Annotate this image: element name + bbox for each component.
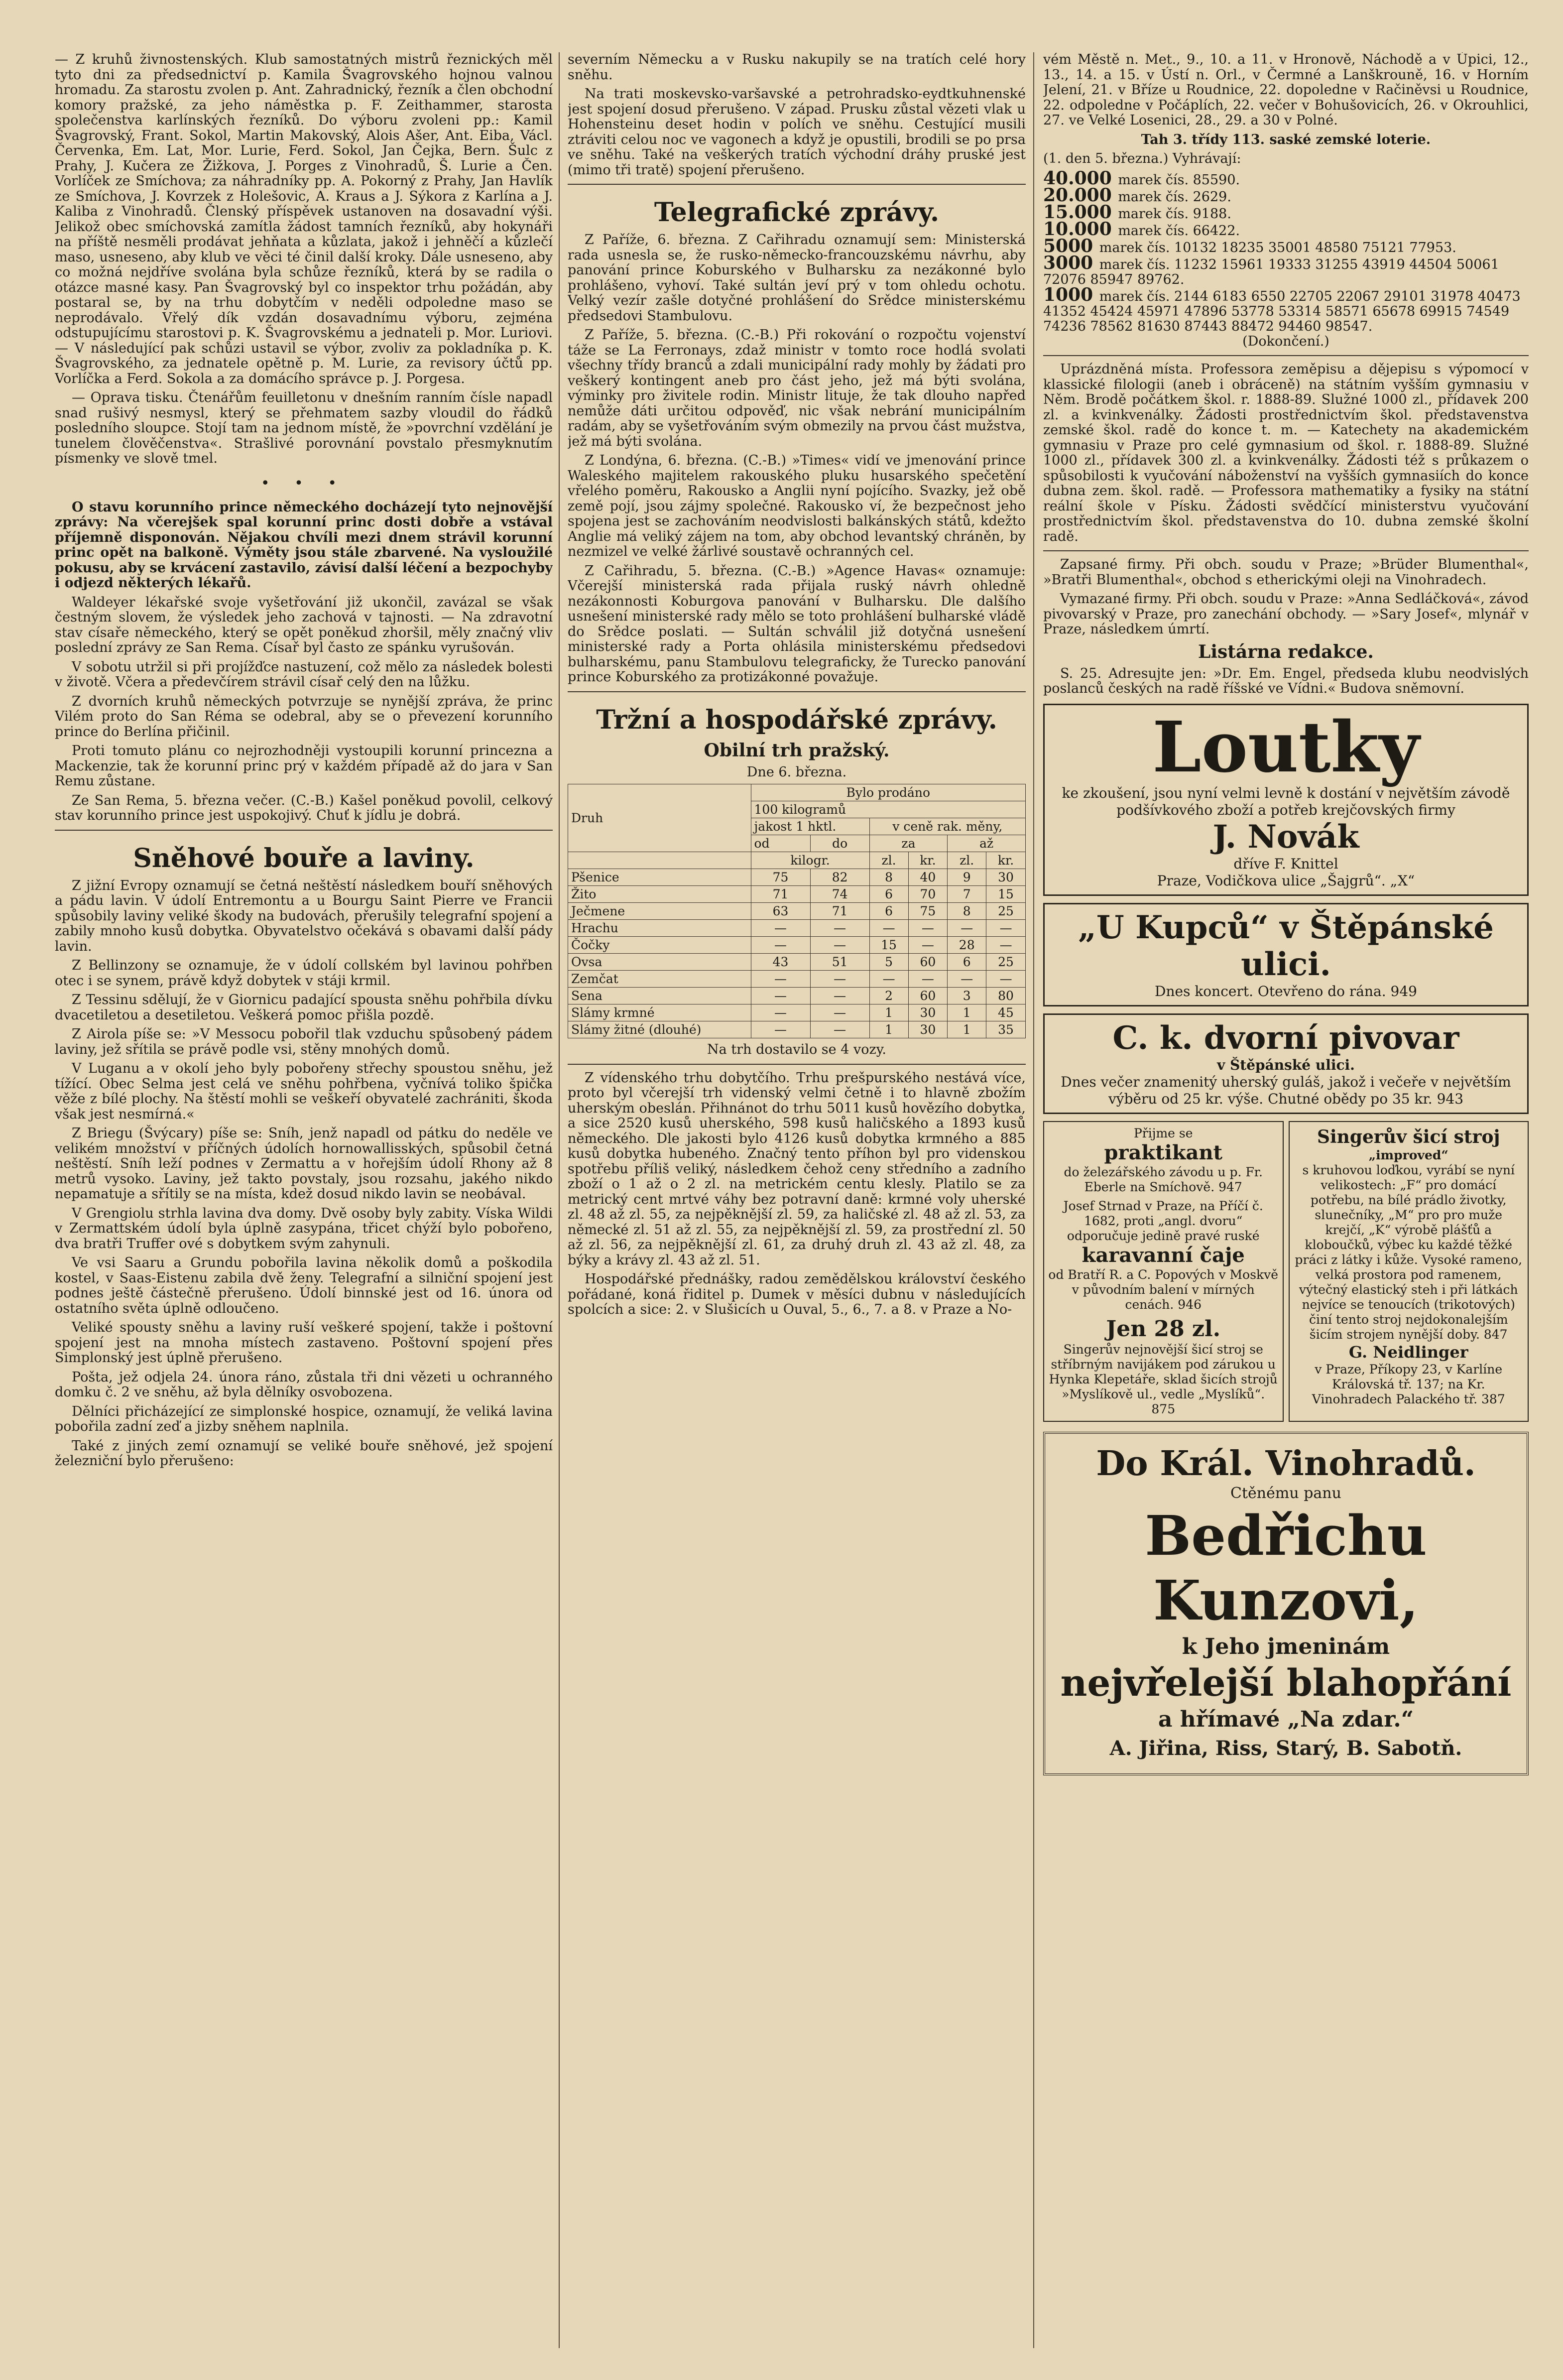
ad-split: [1043, 1121, 1529, 1422]
article-deleted-firms: Vymazané firmy. Při obch. soudu v Praze: »Anna Sedláčková«, závod pivovarský v Praze, pro zanechání obchody. — »Sary Josef«, mlynář v Praze, následkem úmrtí.: [1043, 591, 1529, 637]
lottery-entry: [1043, 252, 1529, 287]
table-cell: Zemčat: [568, 971, 751, 988]
lottery-amount: 3000: [1043, 252, 1099, 273]
table-cell: —: [751, 1004, 810, 1021]
ad-mannequins: [1043, 704, 1529, 896]
congrats-l7: A. Jiřina, Riss, Starý, B. Sabotň.: [1109, 1736, 1462, 1760]
heading-editor-letters: Listárna redakce.: [1198, 641, 1374, 662]
table-cell: —: [986, 920, 1026, 937]
table-cell: 35: [986, 1021, 1026, 1038]
lottery-sub: (1. den 5. března.) Vyhrávají:: [1043, 151, 1241, 166]
ad-singer-machine-title: Singerův šicí stroj: [1317, 1126, 1500, 1147]
table-cell: —: [948, 920, 986, 937]
table-cell: 1: [948, 1021, 986, 1038]
heading-snow-storms: Sněhové bouře a laviny.: [133, 843, 475, 874]
lottery-amount: 40.000: [1043, 167, 1118, 189]
table-cell: 9: [948, 869, 986, 886]
congrats-l5: nejvřelejší blahopřání: [1060, 1661, 1512, 1705]
article-crown-prince-4: Z dvorních kruhů německých potvrzuje se nynější zpráva, že princ Vilém proto do San Réma se odebral, aby se o převezení korunního prince do Berlína přičinil.: [55, 693, 553, 740]
article-storms-6: Z Briegu (Švýcary) píše se: Sníh, jenž napadl od pátku do neděle ve velikém množství v příčných údolích hornowallisských, spůsobil četná neštěstí. Sníh leží podnes v Zermattu a v hořejším údolí Rhony až 8 metrů vysoko. Laviny, jež takto povstaly, jsou rozsahu, jakého nikdo nepamatuje a sřítily se na místa, kdež dosud nikdo lavin se neobával.: [55, 1126, 553, 1202]
table-cell: —: [751, 971, 810, 988]
market-wagons: Na trh dostavilo se 4 vozy.: [707, 1042, 886, 1057]
table-cell: 5: [869, 954, 908, 971]
table-row: [568, 937, 1026, 954]
table-cell: 51: [810, 954, 869, 971]
lottery-amount: 1000: [1043, 284, 1099, 305]
ad-u-kupcu-text: Dnes koncert. Otevřeno do rána. 949: [1155, 983, 1417, 1000]
article-storms-2: Z Bellinzony se oznamuje, že v údolí collském byl lavinou pohřben otec i se synem, právě když dobytek v stáji krmil.: [55, 958, 553, 989]
market-table: [568, 784, 1026, 1038]
table-cell: 6: [869, 903, 908, 920]
article-crown-prince-2: Waldeyer lékařské svoje vyšetřování již ukončil, zavázal se však čestným slovem, že výsledek jeho zachová v tajnosti. — Na zdravotní stav císaře německého, který se opět poněkud zhoršil, měly značný vliv poslední zprávy ze San Rema. Císař byl často ze spánku vyrušován.: [55, 594, 553, 655]
lottery-numbers: marek čís. 85590.: [1118, 172, 1240, 188]
table-cell: Hrachu: [568, 920, 751, 937]
lottery-numbers: marek čís. 11232 15961 19333 31255 43919 44504 50061 72076 85947 89762.: [1043, 256, 1499, 287]
lottery-numbers: marek čís. 2629.: [1118, 189, 1231, 205]
table-cell: —: [908, 937, 948, 954]
table-cell: —: [810, 988, 869, 1004]
th-sold: Bylo prodáno: [751, 784, 1025, 801]
table-cell: —: [810, 971, 869, 988]
newspaper-page: [55, 52, 1529, 2353]
table-cell: —: [810, 920, 869, 937]
table-cell: —: [751, 1021, 810, 1038]
separator-stars: • • •: [260, 474, 347, 492]
ad-singer-machine: [1289, 1121, 1529, 1422]
table-row: [568, 1004, 1026, 1021]
th-jakost: jakost 1 hktl.: [751, 818, 869, 835]
table-cell: 28: [948, 937, 986, 954]
article-butchers-club: — Z kruhů živnostenských. Klub samostatných mistrů řeznických měl tyto dni za předsednictví p. Kamila Švagrovského hojnou valnou hromadu. Za starostu zvolen p. Ant. Zahradnický, řezník a člen obchodní komory pražské, za jeho náměstka p. F. Zeithammer, starosta společenstva karlínských řezníků. Do výboru zvoleni pp.: Kamil Švagrovský, Frant. Sokol, Martin Makovský, Alois Ašer, Ant. Eiba, Václ. Červenka, Em. Lat, Mor. Lurie, Ferd. Sokol, Jan Čejka, Bern. Šulc z Prahy, J. Kučera ze Žižkova, J. Porges z Vinohradů, Š. Lurie a Čen. Vorlíček ze Smíchova; za náhradníky pp. A. Pokorný z Prahy, Jan Havlík ze Smíchova, J. Kovrzek z Holešovic, A. Kraus a J. Sýkora z Karlína a J. Kaliba z Vinohradů. Členský příspěvek ustanoven na dosavadní výši. Jelikož obec smíchovská zamítla žádost tamních řezníků, aby hokynáři na příště nesměli prodávat jehňata a kůzlata, jakož i jehněčí a kůzlečí maso, usneseno, aby klub ve věci té činil další kroky. Dále usneseno, aby co možná nejdříve svolána byla schůze řezníků, která by se radila o otázce masné kasy. Pan Švagrovský byl co inspektor trhu požádán, aby postaral se, by na trhu dobytčím v neděli odpoledne maso se neprodávalo. Vřelý dík vzdán dosavadnímu výboru, zejména odstupujícímu starostovi p. K. Švagrovskému a jednateli p. Mor. Luriovi. — V následující pak schůzi ustavil se výbor, zvoliv za pokladníka p. K. Švagrovského, za jednatele opětně p. M. Lurie, za revisory účtů pp. Vorlíčka a Ferd. Sokola a za domácího správce p. J. Porgesa.: [55, 52, 553, 386]
ad-mannequins-text: ke zkoušení, jsou nyní velmi levně k dostání v největším závodě podšívkového zboží a potřeb krejčovských firmy: [1062, 784, 1510, 818]
th-druh: Druh: [568, 784, 751, 852]
divider: [1043, 550, 1529, 551]
article-lectures: Hospodářské přednášky, radou zemědělskou království českého pořádané, koná řiditel p. Dumek v měsíci dubnu v následujících spolcích a sice: 2. v Slušicích u Ouval, 5., 6., 7. a 8. v Praze a No-: [568, 1271, 1026, 1317]
table-cell: —: [986, 937, 1026, 954]
table-cell: 1: [869, 1004, 908, 1021]
table-cell: 60: [908, 988, 948, 1004]
table-cell: 6: [869, 886, 908, 903]
ad-brewery: [1043, 1013, 1529, 1114]
table-row: [568, 920, 1026, 937]
table-row: [568, 869, 1026, 886]
heading-telegraph: Telegrafické zprávy.: [654, 197, 940, 228]
table-cell: 30: [986, 869, 1026, 886]
lottery-amount: 20.000: [1043, 184, 1118, 206]
article-editor-letters: S. 25. Adresujte jen: »Dr. Em. Engel, předseda klubu neodvislých poslanců českých na radě říšské ve Vídni.« Budova sněmovní.: [1043, 665, 1529, 696]
th-blank: [568, 852, 751, 869]
table-cell: 1: [948, 1004, 986, 1021]
table-cell: 70: [908, 886, 948, 903]
table-cell: —: [869, 971, 908, 988]
ad-singer-text: Singerův nejnovější šicí stroj se stříbrným navijákem pod zárukou u Hynka Klepetáře, sklad šicích strojů »Myslíkově ul., vedle „Myslíků“. 875: [1049, 1342, 1278, 1416]
ad-tea-c: od Bratří R. a C. Popových v Moskvě v původním balení v mírných cenách. 946: [1048, 1267, 1279, 1312]
article-registered-firms: Zapsané firmy. Při obch. soudu v Praze; »Brüder Blumenthal«, »Bratři Blumenthal«, obchod s etherickými oleji na Vinohradech.: [1043, 557, 1529, 588]
ad-brewery-title: C. k. dvorní pivovar: [1112, 1019, 1459, 1057]
article-storms-7: V Grengiolu strhla lavina dva domy. Dvě osoby byly zabity. Víska Wildi v Zermattském údolí byla úplně zasypána, třicet chýží bylo pobořeno, dva bratři Truffer ové s dobytkem svým zahynuli.: [55, 1205, 553, 1252]
telegraph-constantinople: Z Cařihradu, 5. března. (C.-B.) »Agence Havas« oznamuje: Včerejší ministerská rada přijala ruský návrh ohledně nezákonnosti Koburgova panování v Bulharsku. Dle dalšího usnešení ministerské rady mělo se toto prohlášení bulharské vládě do Srědce poslati. — Sultán schválil již dotyčná usnešení ministerské rady a Porta ohlásila ministerskému předsedovi bulharskému, panu Stambulovu telegraficky, že Turecko panování prince Koburského za protizákonné považuje.: [568, 563, 1026, 685]
ad-singer-machine-name: G. Neidlinger: [1348, 1342, 1468, 1362]
article-storms-cont: severním Německu a v Rusku nakupily se na tratích celé hory sněhu.: [568, 52, 1026, 83]
th-kr-1: kr.: [908, 852, 948, 869]
lottery-amount: 10.000: [1043, 218, 1118, 240]
table-cell: 1: [869, 1021, 908, 1038]
ad-brewery-sub: v Štěpánské ulici.: [1217, 1056, 1355, 1073]
congrats-l1: Do Král. Vinohradů.: [1096, 1443, 1476, 1484]
telegraph-paris-2: Z Paříže, 5. března. (C.-B.) Při rokování o rozpočtu vojenství táže se La Ferronays, zdaž ministr v tomto roce hodlá svolati všechny třídy branců a zdali municipální rady mohly by žádati pro veškerý kontingent aneb pro část jeho, jež má býti svolána, výminky pro živitele rodin. Ministr lituje, že tak dlouho napřed nemůže dáti určitou odpověď, nic však nebrání municipálním radám, aby se vyšetřováním svým obmezily na prvou část mužstva, jež má býti svolána.: [568, 327, 1026, 449]
table-cell: 15: [869, 937, 908, 954]
column-rule-1: [559, 52, 560, 2348]
lottery-numbers: marek čís. 2144 6183 6550 22705 22067 29101 31978 40473 41352 45424 45971 47896 53778 53314 58571 65678 69915 74549 74236 78562 81630 87443 88472 94460 98547.: [1043, 288, 1521, 334]
table-cell: —: [751, 988, 810, 1004]
article-storms-1: Z jižní Evropy oznamují se četná neštěstí následkem bouří sněhových a pádu lavin. V údolí Entremontu a u Bourgu Saint Pierre ve Francii spůsobily laviny veliké škody na budovách, přerušily telegrafní spojení a zabily mnoho kusů dobytka. Obyvatelstvo očekává s obavami další pády lavin.: [55, 877, 553, 954]
table-cell: 7: [948, 886, 986, 903]
ad-practicant: [1043, 1121, 1284, 1422]
table-cell: —: [751, 920, 810, 937]
lottery-entry: [1043, 284, 1529, 334]
ad-singer-machine-addr: v Praze, Příkopy 23, v Karlíne Královská tř. 137; na Kr. Vinohradech Palackého tř. 387: [1312, 1362, 1505, 1406]
article-rail: Na trati moskevsko-varšavské a petrohradsko-eydtkuhnenské jest spojení dosud přerušeno. V západ. Prusku zůstal vězeti vlak u Hohensteinu deset hodin v polích ve sněhu. Cestující musili ztráviti celou noc ve vagonech a když je opustili, brodili se po prsa ve sněhu. Také na veškerých tratích východní dráhy pruské jest (mimo tři tratě) spojení přerušeno.: [568, 86, 1026, 178]
table-cell: Sena: [568, 988, 751, 1004]
article-crown-prince: O stavu korunního prince německého docházejí tyto nejnovější zprávy: Na včerejšek spal korunní princ dosti dobře a vstával příjemně disponován. Nějakou chvíli mezi dnem strávil korunní princ opět na balkoně. Výměty jsou stále zbarvené. Na vysloužilé pokusu, aby se krvácení zastavilo, závisí další léčení a bezpochyby i odjezd některých lékařů.: [55, 499, 553, 591]
lottery-numbers: marek čís. 10132 18235 35001 48580 75121 77953.: [1099, 240, 1456, 255]
th-od: od: [751, 835, 810, 852]
table-cell: 25: [986, 903, 1026, 920]
th-do: do: [810, 835, 869, 852]
table-cell: —: [948, 971, 986, 988]
th-zl-1: zl.: [869, 852, 908, 869]
th-az: až: [948, 835, 1026, 852]
table-cell: —: [751, 937, 810, 954]
ad-tea-a: Josef Strnad v Praze, na Příčí č. 1682, proti „angl. dvoru“ odporučuje jedině pravé ruské: [1063, 1198, 1263, 1243]
table-cell: 82: [810, 869, 869, 886]
table-cell: 63: [751, 903, 810, 920]
column-1: [55, 52, 553, 2348]
lottery-entry: [1043, 218, 1529, 240]
market-date: Dne 6. března.: [746, 764, 847, 780]
table-cell: 30: [908, 1021, 948, 1038]
lottery-entry: [1043, 235, 1529, 256]
lottery-amount: 15.000: [1043, 201, 1118, 223]
ad-u-kupcu-title: „U Kupců“ v Štěpánské ulici.: [1078, 908, 1494, 983]
article-storms-9: Veliké spousty sněhu a laviny ruší veškeré spojení, takže i poštovní spojení jest na mnoha místech zastaveno. Poštovní spojení přes Simplonský jest úplně přerušeno.: [55, 1320, 553, 1366]
ad-congratulations: [1043, 1432, 1529, 1775]
table-row: [568, 903, 1026, 920]
congrats-l3: Bedřichu Kunzovi,: [1145, 1503, 1427, 1632]
divider: [568, 1064, 1026, 1065]
th-unit: 100 kilogramů: [751, 801, 1025, 818]
telegraph-paris-1: Z Paříže, 6. března. Z Cařihradu oznamují sem: Ministerská rada usnesla se, že rusko-německo-francouzskému návrhu, aby panování prince Koburského v Bulharsku za nezákonné bylo prohlášeno, vyhoví. Také sultán jeví prý v tom ohledu ochotu. Velký vezír zašle dotyčné prohlášení do Srědce ministerskému předsedovi Stambulovu.: [568, 232, 1026, 324]
table-row: [568, 1021, 1026, 1038]
article-crown-prince-3: V sobotu utržil si při projížďce nastuzení, což mělo za následek bolesti v životě. Včera a předevčírem strávil císař celý den na lůžku.: [55, 659, 553, 690]
heading-market: Tržní a hospodářské zprávy.: [596, 704, 997, 735]
table-cell: Ječmene: [568, 903, 751, 920]
table-cell: —: [810, 1021, 869, 1038]
table-cell: 15: [986, 886, 1026, 903]
table-row: [568, 988, 1026, 1004]
table-cell: 75: [751, 869, 810, 886]
lottery-end: (Dokončení.): [1242, 333, 1329, 349]
article-crown-prince-6: Ze San Rema, 5. března večer. (C.-B.) Kašel poněkud povolil, celkový stav korunního prince jest uspokojivý. Chuť k jídlu je dobrá.: [55, 792, 553, 823]
article-storms-3: Z Tessinu sdělují, že v Giornicu padající spousta sněhu pohřbila dívku dvacetiletou a desetiletou. Veškerá pomoc přišla pozdě.: [55, 992, 553, 1023]
ad-singer-machine-text: s kruhovou loďkou, vyrábí se nyní velikostech: „F“ pro domácí potřebu, na bílé prádlo životky, slunečníky, „M“ pro pro muže krejčí, „K“ výrobě plášťů a kloboučků, výbec ku každé těžké práci z látky i kůže. Vysoké rameno, velká prostora pod ramenem, výtečný elastický steh i při látkách nejvíce se tenoucích (trikotových) činí tento stroj nejdokonalejším šicím strojem nynější doby. 847: [1295, 1162, 1523, 1342]
table-cell: 43: [751, 954, 810, 971]
congrats-l6: a hřímavé „Na zdar.“: [1158, 1706, 1414, 1732]
table-cell: 71: [810, 903, 869, 920]
article-storms-4: Z Airola píše se: »V Messocu pobořil tlak vzduchu spůsobený pádem laviny, jež sřítila se právě podle vsi, stěny mnohých domů.: [55, 1026, 553, 1057]
article-storms-11: Dělníci přicházející ze simplonské hospice, oznamují, že veliká lavina pobořila zadní zeď a jizby sněhem naplnila.: [55, 1403, 553, 1434]
article-vacancies: Uprázdněná místa. Professora zeměpisu a dějepisu s výpomocí v klassické filologii (aneb i obráceně) na státním vyšším gymnasiu v Něm. Brodě počátkem škol. r. 1888-89. Služné 1000 zl., přídavek 200 zl. a kvinkvenálky. Žádosti prostřednictvím škol. představenstva zemské škol. radě do konce t. m. — Katechety na akademickém gymnasiu v Praze pro celé gymnasium od škol. r. 1888-89. Služné 1000 zl., přídavek 300 zl. a kvinkvenálky. Žádosti též s průkazem o spůsobilosti k vyučování náboženství na vyšších gymnasiích do konce dubna zem. škol. radě. — Professora mathematiky a fysiky na státní reální škole v Písku. Žádosti svědčící ministerstvu vyučování prostřednictvím škol. představenstva do 10. dubna zemské školní radě.: [1043, 362, 1529, 544]
lottery-title: Tah 3. třídy 113. saské zemské loterie.: [1141, 131, 1431, 147]
ad-mannequins-prev: dříve F. Knittel: [1233, 855, 1338, 872]
table-cell: 74: [810, 886, 869, 903]
th-kr-2: kr.: [986, 852, 1026, 869]
article-cattle-market: Z vídenského trhu dobytčího. Trhu prešpurského nestává více, proto byl včerejší trh videnský velmi četně i to hlavně zbožím uherským obeslán. Přihnánot do trhu 5011 kusů hovězího dobytka, a sice 2520 kusů uherského, 598 kusů haličského a 1893 kusů německého. Dle jakosti bylo 4126 kusů dobytka krmného a 885 kusů dobytka hubeného. Značný tento příhon byl pro videnskou spotřebu příliš veliký, následkem čehož ceny středního a zadního zboží o 1 až o 2 zl. na metrickém centu klesly. Platilo se za metrický cent mrtvé váhy bez potravní daně: krmné voly uherské zl. 48 až zl. 55, za nejpěknější zl. 59, za haličské zl. 48 až zl. 53, za německé zl. 51 až zl. 55, za nejpěknější zl. 59, za prostřední zl. 50 až zl. 56, za nejpěknější zl. 61, za druhý druh zl. 43 až zl. 48, za býky a krávy zl. 43 až zl. 51.: [568, 1070, 1026, 1268]
table-cell: 71: [751, 886, 810, 903]
table-row: [568, 971, 1026, 988]
column-rule-2: [1033, 52, 1034, 2348]
article-storms-5: V Luganu a v okolí jeho byly pobořeny střechy spoustou sněhu, jež tížící. Obec Selma jest celá ve sněhu pohřbena, vyčnívá toliko špička věže z bílé plochy. Na štěstí mohli se veškeří obyvatelé zachrániti, škoda však jest nesmírná.«: [55, 1061, 553, 1122]
table-cell: —: [869, 920, 908, 937]
ad-mannequins-addr: Praze, Vodičkova ulice „Šajgrů“. „X“: [1157, 872, 1415, 889]
ad-mannequins-title: Loutky: [1152, 706, 1420, 788]
congrats-l2: Ctěnému panu: [1230, 1484, 1341, 1502]
table-cell: 3: [948, 988, 986, 1004]
table-cell: 6: [948, 954, 986, 971]
divider: [568, 691, 1026, 692]
ad-practicant-b: praktikant: [1104, 1140, 1223, 1164]
divider: [55, 830, 553, 831]
table-cell: 80: [986, 988, 1026, 1004]
lottery-amount: 5000: [1043, 235, 1099, 256]
th-price: v ceně rak. měny,: [869, 818, 1025, 835]
ad-singer-machine-sub: „improved“: [1368, 1147, 1448, 1162]
table-cell: Pšenice: [568, 869, 751, 886]
table-cell: 45: [986, 1004, 1026, 1021]
ad-tea-b: karavanní čaje: [1082, 1243, 1245, 1267]
table-cell: 75: [908, 903, 948, 920]
table-cell: Čočky: [568, 937, 751, 954]
lottery-numbers: marek čís. 9188.: [1118, 206, 1231, 222]
ad-singer-price: Jen 28 zl.: [1106, 1316, 1221, 1342]
th-zl-2: zl.: [948, 852, 986, 869]
column-3: [1043, 52, 1529, 2348]
table-cell: —: [908, 920, 948, 937]
telegraph-london: Z Londýna, 6. března. (C.-B.) »Times« vidí ve jmenování prince Waleského majitelem rakouského pluku husarského spečetění vřelého poměru, Rakousko a Anglii nyní pojícího. Svazky, jež obě země pojí, jsou zájmy společné. Rakousko ví, že bezpečnost jeho spojena jest se zachováním neodvislosti balkánských států, kdežto Anglie má veliký zájem na tom, aby obchod levantský chráněn, by nezmizel ve velké žárlivé soustavě ochranných cel.: [568, 453, 1026, 559]
table-cell: 60: [908, 954, 948, 971]
ad-practicant-c: do železářského závodu u p. Fr. Eberle na Smíchově. 947: [1064, 1164, 1263, 1194]
article-storms-12: Také z jiných zemí oznamují se veliké bouře sněhové, jež spojení železniční bylo přerušeno:: [55, 1438, 553, 1469]
table-cell: 8: [869, 869, 908, 886]
table-cell: —: [908, 971, 948, 988]
th-za: za: [869, 835, 948, 852]
article-crown-prince-5: Proti tomuto plánu co nejrozhodněji vystoupili korunní princezna a Mackenzie, tak že korunní princ prý v každém případě až do jara v San Remu zůstane.: [55, 743, 553, 789]
table-cell: Slámy krmné: [568, 1004, 751, 1021]
divider: [1043, 355, 1529, 356]
table-cell: Žito: [568, 886, 751, 903]
table-cell: 8: [948, 903, 986, 920]
table-cell: —: [810, 1004, 869, 1021]
table-cell: 2: [869, 988, 908, 1004]
table-cell: 40: [908, 869, 948, 886]
ad-practicant-a: Přijme se: [1133, 1126, 1193, 1140]
congrats-l4: k Jeho jmeninám: [1182, 1633, 1390, 1659]
heading-grain-market: Obilní trh pražský.: [704, 740, 890, 761]
article-lectures-cont: vém Městě n. Met., 9., 10. a 11. v Hronově, Náchodě a v Úpici, 12., 13., 14. a 15. v Ústí n. Orl., v Čermné a Lanškrouně, 16. v Horním Jelení, 21. v Bříze u Roudnice, 22. dopoledne v Račiněvsi u Roudnice, 22. odpoledne v Počáplích, 22. večer v Bohušovicích, 26. v Okrouhlici, 27. ve Velké Losenici, 28., 29. a 30 v Polné.: [1043, 52, 1529, 128]
article-storms-10: Pošta, jež odjela 24. února ráno, zůstala tři dni vězeti u ochranného domku č. 2 ve sněhu, až byla dělníky osvobozena.: [55, 1369, 553, 1400]
column-2: [568, 52, 1026, 2348]
market-rows: [568, 869, 1026, 1038]
table-cell: —: [986, 971, 1026, 988]
ad-brewery-text: Dnes večer znamenitý uherský guláš, jakož i večeře v největším výběru od 25 kr. výše. Chutné obědy po 35 kr. 943: [1061, 1073, 1511, 1107]
lottery-list: [1043, 167, 1529, 334]
table-cell: —: [810, 937, 869, 954]
article-print-correction: — Oprava tisku. Čtenářům feuilletonu v dnešním ranním čísle napadl snad rušivý nesmysl, který se přehmatem sazby vloudil do řádků posledního sloupce. Stojí tam na jednom místě, že »povrchní vzdělání je tunelem člověčenstva«. Strašlivé porovnání povstalo přesmyknutím písmenky ve slově tmel.: [55, 390, 553, 466]
table-row: [568, 886, 1026, 903]
ad-u-kupcu: [1043, 903, 1529, 1006]
table-row: [568, 954, 1026, 971]
table-cell: 30: [908, 1004, 948, 1021]
table-cell: 25: [986, 954, 1026, 971]
table-cell: Ovsa: [568, 954, 751, 971]
lottery-numbers: marek čís. 66422.: [1118, 223, 1240, 239]
th-kilogr: kilogr.: [751, 852, 869, 869]
article-storms-8: Ve vsi Saaru a Grundu pobořila lavina několik domů a poškodila kostel, v Saas-Eistenu zabila dvě ženy. Telegrafní a silniční spojení jest podnes ještě částečně přerušeno. Údolí binnské jest od 16. února od ostatního světa úplně odloučeno.: [55, 1255, 553, 1316]
ad-mannequins-name: J. Novák: [1212, 818, 1359, 856]
divider: [568, 184, 1026, 185]
table-cell: Slámy žitné (dlouhé): [568, 1021, 751, 1038]
